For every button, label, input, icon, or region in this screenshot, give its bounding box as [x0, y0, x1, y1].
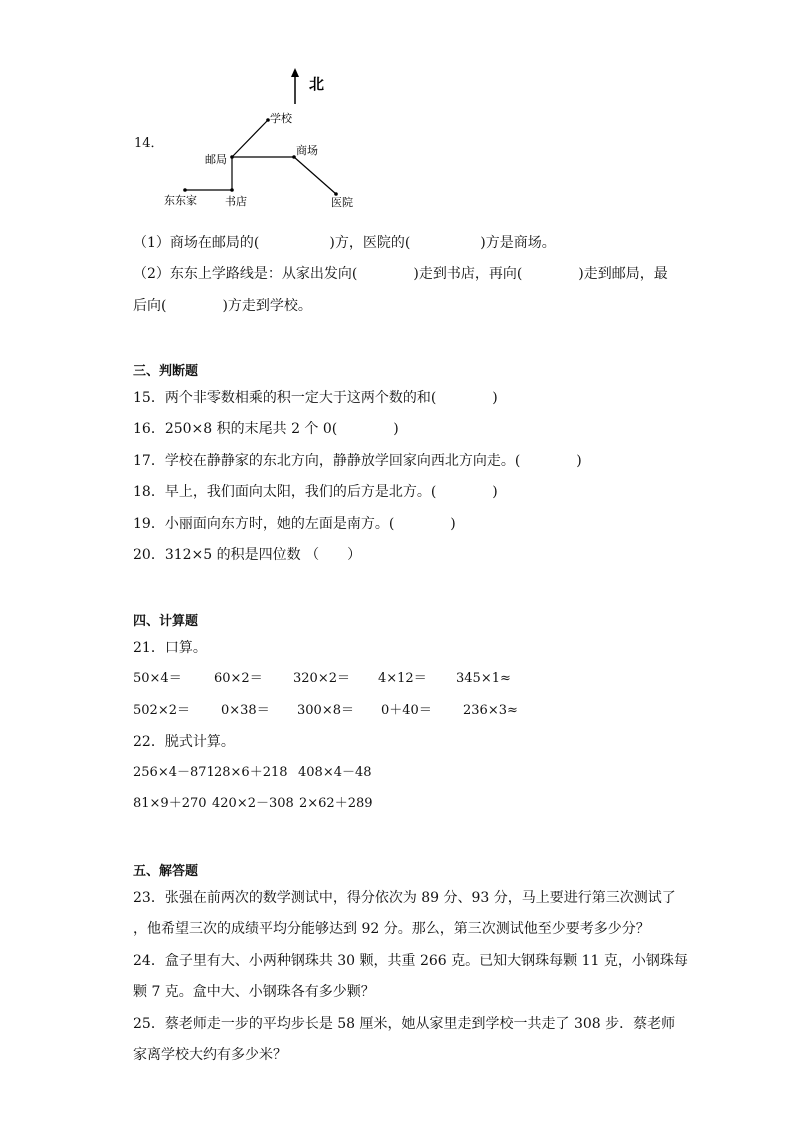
bookstore-node — [230, 188, 234, 192]
section-5-title: 五、解答题 — [133, 864, 199, 879]
question-19: 19．小丽面向东方时，她的左面是南方。( ) — [133, 516, 456, 532]
home-label: 东东家 — [164, 194, 197, 207]
oral-calc-item: 320×2＝ — [293, 671, 350, 686]
north-arrow-head-icon — [291, 68, 299, 77]
bookstore-label: 书店 — [225, 195, 247, 208]
written-calc-item: 420×2－308 — [212, 796, 294, 811]
hospital-label: 医院 — [331, 196, 353, 209]
written-calc-item: 28×6＋218 — [214, 765, 288, 780]
oral-calc-item: 4×12＝ — [378, 671, 427, 686]
road-post-to-school — [232, 120, 268, 157]
post-office-label: 邮局 — [205, 153, 227, 166]
question-25-line-2: 家离学校大约有多少米？ — [133, 1047, 287, 1063]
oral-calc-item: 0×38＝ — [221, 703, 270, 718]
question-17: 17．学校在静静家的东北方向，静静放学回家向西北方向走。( ) — [133, 453, 582, 469]
direction-map — [0, 0, 794, 230]
oral-calc-item: 300×8＝ — [297, 703, 354, 718]
section-3-title: 三、判断题 — [133, 364, 199, 379]
question-15: 15．两个非零数相乘的积一定大于这两个数的和( ) — [133, 390, 498, 406]
question-24-line-2: 颗 7 克。盒中大、小钢珠各有多少颗？ — [133, 984, 375, 1000]
road-mall-to-hospital — [294, 157, 336, 194]
home-node — [183, 188, 187, 192]
question-22: 22．脱式计算。 — [133, 734, 235, 750]
post-office-node — [230, 155, 234, 159]
question-16: 16．250×8 积的末尾共 2 个 0( ) — [133, 421, 399, 437]
question-14-part-2-line-1: （2）东东上学路线是：从家出发向( )走到书店，再向( )走到邮局，最 — [133, 266, 668, 282]
question-23-line-2: ，他希望三次的成绩平均分能够达到 92 分。那么，第三次测试他至少要考多少分？ — [133, 921, 650, 937]
question-25-line-1: 25．蔡老师走一步的平均步长是 58 厘米，她从家里走到学校一共走了 308 步．蔡老师 — [133, 1016, 676, 1032]
question-14-number: 14． — [134, 136, 164, 151]
question-24-line-1: 24．盒子里有大、小两种钢珠共 30 颗，共重 266 克。已知大钢珠每颗 11 克，小钢珠每 — [133, 953, 688, 969]
written-calc-item: 2×62＋289 — [299, 796, 373, 811]
school-label: 学校 — [270, 112, 292, 125]
oral-calc-item: 60×2＝ — [214, 671, 263, 686]
written-calc-item: 256×4－871 — [133, 765, 215, 780]
question-18: 18．早上，我们面向太阳，我们的后方是北方。( ) — [133, 484, 498, 500]
oral-calc-item: 345×1≈ — [456, 671, 511, 686]
question-23-line-1: 23．张强在前两次的数学测试中，得分依次为 89 分、93 分，马上要进行第三次测试了 — [133, 890, 676, 906]
written-calc-item: 81×9＋270 — [133, 796, 207, 811]
mall-label: 商场 — [296, 144, 318, 157]
question-21: 21．口算。 — [133, 640, 207, 656]
oral-calc-item: 502×2＝ — [133, 703, 190, 718]
oral-calc-item: 50×4＝ — [133, 671, 182, 686]
oral-calc-item: 236×3≈ — [463, 703, 518, 718]
question-14-part-2-line-2: 后向( )方走到学校。 — [133, 298, 312, 314]
question-20: 20．312×5 的积是四位数 （ ） — [133, 547, 362, 563]
oral-calc-item: 0＋40＝ — [381, 703, 432, 718]
written-calc-item: 408×4－48 — [298, 765, 372, 780]
question-14-part-1: （1）商场在邮局的( )方，医院的( )方是商场。 — [133, 235, 556, 251]
north-label: 北 — [309, 75, 325, 93]
section-4-title: 四、计算题 — [133, 614, 199, 629]
